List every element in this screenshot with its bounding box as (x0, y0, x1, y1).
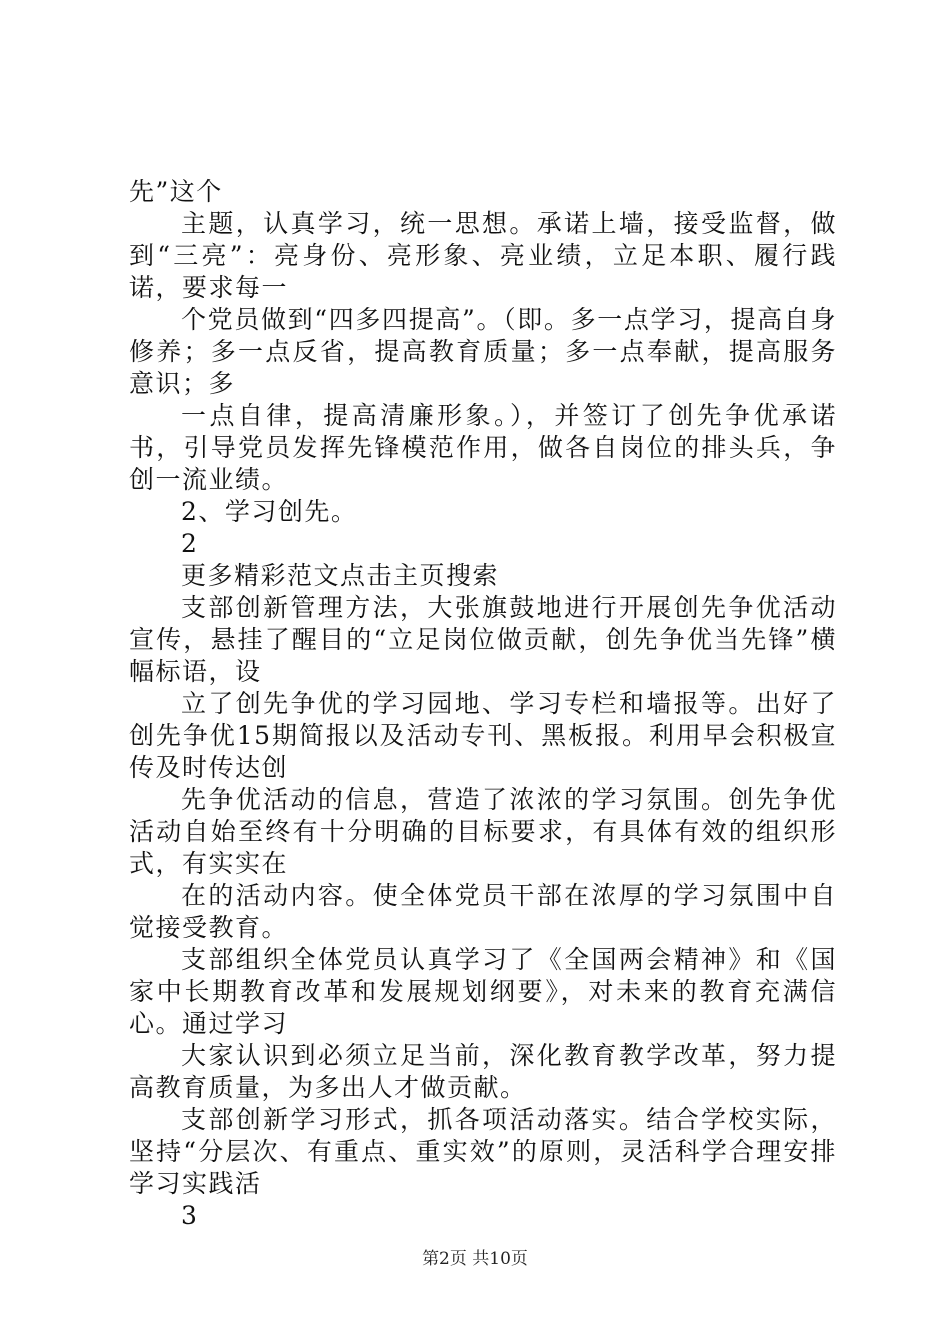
document-body (129, 176, 837, 1232)
page-number-marker: 2 (181, 529, 199, 558)
paragraph: 在的活动内容。使全体党员干部在浓厚的学习氛围中自觉接受教育。 (129, 881, 837, 942)
paragraph: 立了创先争优的学习园地、学习专栏和墙报等。出好了创先争优15期简报以及活动专刊、黑板报。利用早会积极宣传及时传达创 (129, 689, 837, 782)
paragraph: 支部创新管理方法，大张旗鼓地进行开展创先争优活动宣传，悬挂了醒目的“立足岗位做贡献，创先争优当先锋”横幅标语，设 (129, 593, 837, 686)
page-footer: 第2页 共10页 (422, 1249, 528, 1269)
paragraph: 支部组织全体党员认真学习了《全国两会精神》和《国家中长期教育改革和发展规划纲要》，对未来的教育充满信心。通过学习 (129, 945, 837, 1038)
paragraph: 大家认识到必须立足当前，深化教育教学改革，努力提高教育质量，为多出人才做贡献。 (129, 1041, 837, 1102)
paragraph: 一点自律，提高清廉形象。），并签订了创先争优承诺书，引导党员发挥先锋模范作用，做各自岗位的排头兵，争创一流业绩。 (129, 401, 837, 494)
page-number-marker: 3 (181, 1201, 199, 1230)
paragraph: 先”这个 (129, 177, 223, 206)
paragraph: 支部创新学习形式，抓各项活动落实。结合学校实际，坚持“分层次、有重点、重实效”的原则，灵活科学合理安排学习实践活 (129, 1105, 837, 1198)
paragraph: 主题，认真学习，统一思想。承诺上墙，接受监督，做到“三亮”：亮身份、亮形象、亮业绩，立足本职、履行践诺，要求每一 (129, 209, 837, 302)
promo-text: 更多精彩范文点击主页搜索 (181, 561, 500, 590)
paragraph: 个党员做到“四多四提高”。（即。多一点学习，提高自身修养；多一点反省，提高教育质量；多一点奉献，提高服务意识；多 (129, 305, 837, 398)
paragraph: 先争优活动的信息，营造了浓浓的学习氛围。创先争优活动自始至终有十分明确的目标要求，有具体有效的组织形式，有实实在 (129, 785, 837, 878)
section-heading: 2、学习创先。 (181, 497, 358, 526)
